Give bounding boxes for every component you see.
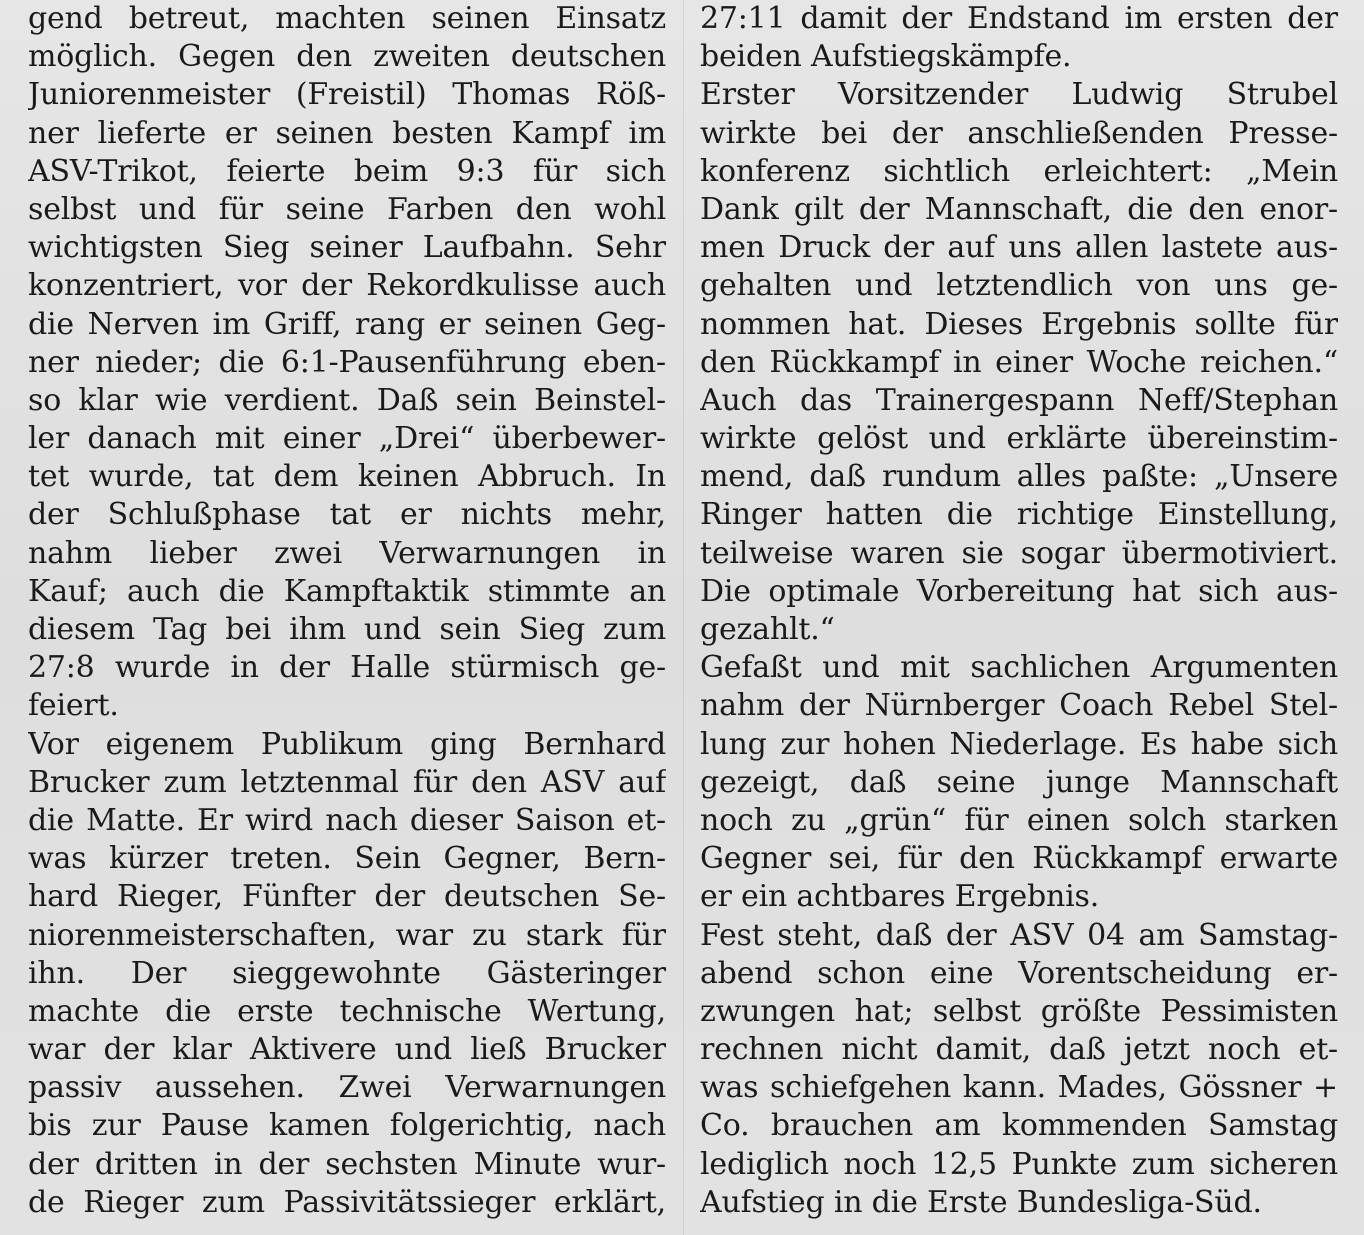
text-line: de Rieger zum Passivitätssieger erklärt, [28, 1184, 666, 1220]
text-line: selbst und für seine Farben den wohl [28, 191, 666, 227]
text-line: men Druck der auf uns allen lastete aus- [700, 230, 1338, 266]
text-line: Gefaßt und mit sachlichen Argumenten [700, 650, 1338, 686]
paragraph-end-line: er ein achtbares Ergebnis. [700, 879, 1100, 915]
text-line: ASV-Trikot, feierte beim 9:3 für sich [28, 153, 666, 189]
text-line: rechnen nicht damit, daß jetzt noch et- [700, 1032, 1338, 1068]
text-line: was kürzer treten. Sein Gegner, Bern- [28, 841, 666, 877]
text-line: nahm lieber zwei Verwarnungen in [28, 535, 666, 571]
text-line: lediglich noch 12,5 Punkte zum sicheren [700, 1146, 1338, 1182]
text-line: wirkte bei der anschließenden Presse- [700, 115, 1338, 151]
text-line: wirkte gelöst und erklärte übereinstim- [700, 421, 1338, 457]
text-line: passiv aussehen. Zwei Verwarnungen [28, 1070, 666, 1106]
text-line: Ringer hatten die richtige Einstellung, [700, 497, 1338, 533]
paragraph-end-line: beiden Aufstiegskämpfe. [700, 39, 1072, 75]
text-line: hard Rieger, Fünfter der deutschen Se- [28, 879, 666, 915]
text-line: mend, daß rundum alles paßte: „Unsere [700, 459, 1338, 495]
text-line: ler danach mit einer „Drei“ überbewer- [28, 421, 666, 457]
column-gutter [683, 0, 684, 1235]
text-line: Gegner sei, für den Rückkampf erwarte [700, 841, 1338, 877]
paragraph-end-line: feiert. [28, 688, 119, 724]
text-line: Vor eigenem Publikum ging Bernhard [28, 726, 666, 762]
text-line: nahm der Nürnberger Coach Rebel Stel- [700, 688, 1338, 724]
text-line: war der klar Aktivere und ließ Brucker [28, 1032, 666, 1068]
text-line: tet wurde, tat dem keinen Abbruch. In [28, 459, 666, 495]
text-line: bis zur Pause kamen folgerichtig, nach [28, 1108, 666, 1144]
text-line: abend schon eine Vorentscheidung er- [700, 955, 1338, 991]
text-line: Erster Vorsitzender Ludwig Strubel [700, 77, 1338, 113]
text-line: 27:8 wurde in der Halle stürmisch ge- [28, 650, 666, 686]
text-line: so klar wie verdient. Daß sein Beinstel- [28, 382, 666, 418]
right-column [700, 0, 1338, 1222]
text-line: konferenz sichtlich erleichtert: „Mein [700, 153, 1338, 189]
text-line: Auch das Trainergespann Neff/Stephan [700, 382, 1338, 418]
text-line: diesem Tag bei ihm und sein Sieg zum [28, 612, 666, 647]
text-line: konzentriert, vor der Rekordkulisse auch [28, 268, 666, 304]
text-line: gend betreut, machten seinen Einsatz [28, 1, 666, 36]
text-line: gehalten und letztendlich von uns ge- [700, 268, 1338, 304]
text-line: nommen hat. Dieses Ergebnis sollte für [700, 306, 1338, 342]
text-line: teilweise waren sie sogar übermotiviert. [700, 535, 1338, 571]
text-line: lung zur hohen Niederlage. Es habe sich [700, 726, 1338, 762]
text-line: niorenmeisterschaften, war zu stark für [28, 917, 666, 953]
text-line: Co. brauchen am kommenden Samstag [700, 1108, 1338, 1144]
text-line: ner nieder; die 6:1-Pausenführung eben- [28, 344, 666, 380]
text-line: ner lieferte er seinen besten Kampf im [28, 115, 666, 151]
text-line: Brucker zum letztenmal für den ASV auf [28, 764, 666, 800]
text-line: den Rückkampf in einer Woche reichen.“ [700, 344, 1338, 380]
text-line: Dank gilt der Mannschaft, die den enor- [700, 191, 1338, 227]
text-line: was schiefgehen kann. Mades, Gössner + [700, 1070, 1338, 1106]
text-line: Juniorenmeister (Freistil) Thomas Röß- [28, 77, 666, 113]
text-line: Die optimale Vorbereitung hat sich aus- [700, 573, 1338, 609]
text-line: die Nerven im Griff, rang er seinen Geg- [28, 306, 666, 342]
text-line: Fest steht, daß der ASV 04 am Samstag- [700, 917, 1338, 953]
paragraph-end-line: Aufstieg in die Erste Bundesliga-Süd. [700, 1184, 1262, 1220]
text-line: ihn. Der sieggewohnte Gästeringer [28, 955, 666, 991]
left-column [28, 0, 666, 1222]
paragraph-end-line: gezahlt.“ [700, 612, 835, 647]
text-line: möglich. Gegen den zweiten deutschen [28, 39, 666, 75]
text-line: machte die erste technische Wertung, [28, 993, 666, 1029]
text-line: 27:11 damit der Endstand im ersten der [700, 1, 1338, 36]
text-line: der dritten in der sechsten Minute wur- [28, 1146, 666, 1182]
text-line: Kauf; auch die Kampftaktik stimmte an [28, 573, 666, 609]
text-line: der Schlußphase tat er nichts mehr, [28, 497, 666, 533]
text-line: gezeigt, daß seine junge Mannschaft [700, 764, 1338, 800]
text-line: wichtigsten Sieg seiner Laufbahn. Sehr [28, 230, 666, 266]
text-line: die Matte. Er wird nach dieser Saison et- [28, 802, 666, 838]
text-line: noch zu „grün“ für einen solch starken [700, 802, 1338, 838]
text-line: zwungen hat; selbst größte Pessimisten [700, 993, 1338, 1029]
